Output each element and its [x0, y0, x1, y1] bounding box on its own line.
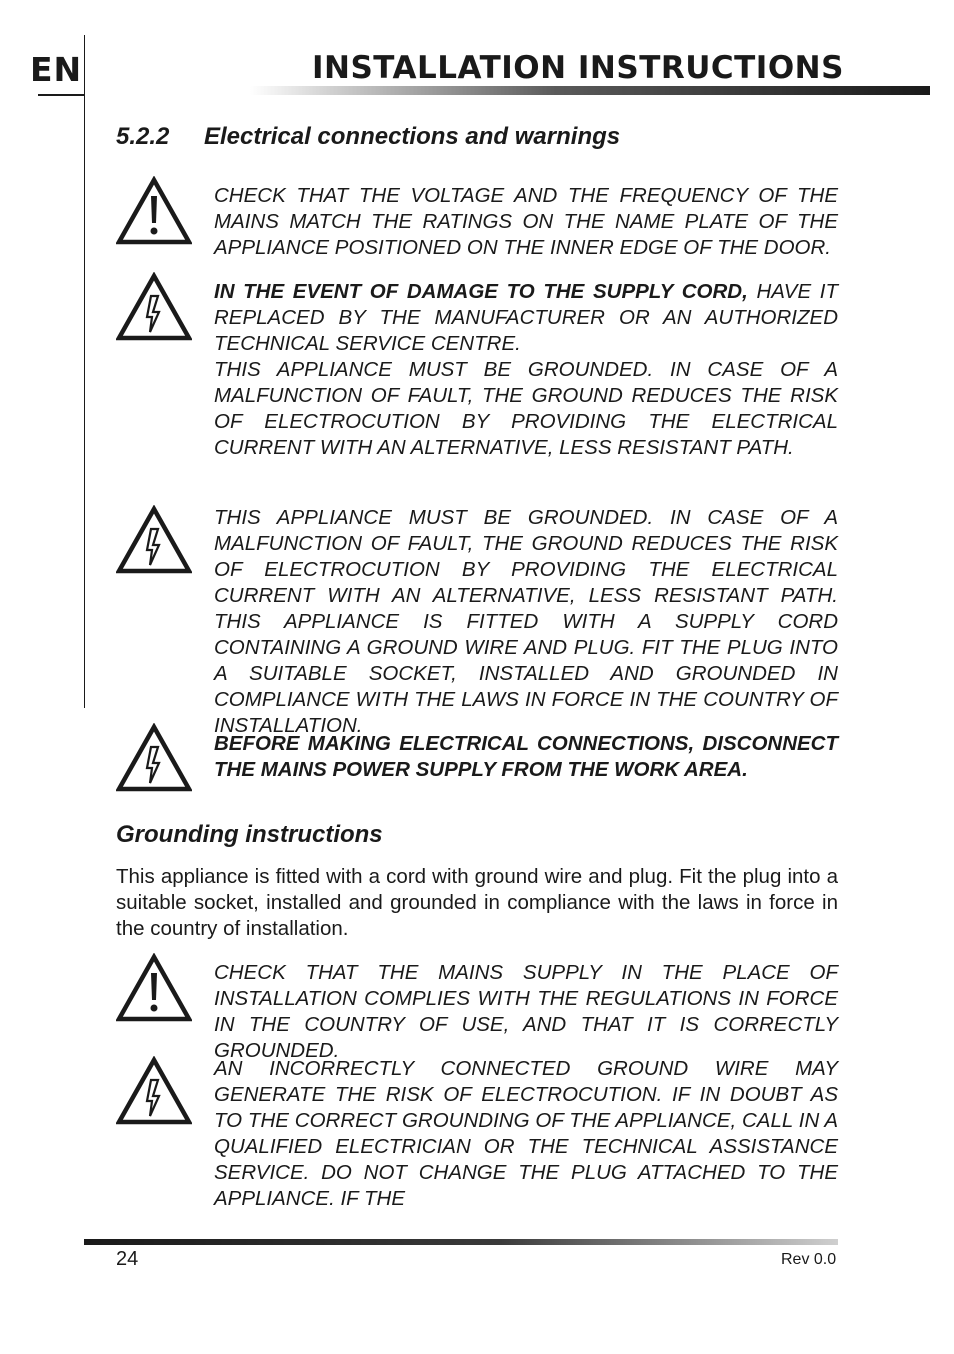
lang-underline	[38, 94, 84, 96]
electric-shock-warning-icon	[116, 723, 192, 793]
title-gradient-bar	[250, 86, 930, 95]
exclamation-warning-icon	[116, 953, 192, 1023]
electric-shock-warning-icon	[116, 272, 192, 342]
grounding-heading: Grounding instructions	[116, 821, 383, 848]
warning-voltage-body: CHECK THAT THE VOLTAGE AND THE FREQUENCY OF THE MAINS MATCH THE RATINGS ON THE NAME PLATE OF THE APPLIANCE POSITIONED ON THE INNER EDGE OF THE DOOR.	[214, 184, 838, 259]
left-margin-rule	[84, 35, 85, 708]
electric-shock-warning-icon	[116, 1056, 192, 1126]
section-heading	[116, 123, 620, 151]
section-title: Electrical connections and warnings	[204, 123, 621, 150]
language-code: EN	[30, 50, 83, 89]
exclamation-warning-icon	[116, 176, 192, 246]
warning-disconnect-para	[214, 731, 838, 783]
warning-text-disconnect	[214, 731, 838, 783]
warning-text-mains-supply	[214, 960, 838, 1064]
section-number: 5.2.2	[116, 123, 170, 150]
warning-text-ground-plug	[214, 505, 838, 739]
electric-shock-warning-icon	[116, 505, 192, 575]
page-number: 24	[116, 1248, 139, 1270]
warning-supply-cord-body: HAVE IT REPLACED BY THE MANUFACTURER OR AN AUTHORIZED TECHNICAL SERVICE CENTRE.	[214, 280, 838, 355]
warning-disconnect-bold: BEFORE MAKING ELECTRICAL CONNECTIONS, DISCONNECT THE MAINS POWER SUPPLY FROM THE WORK AREA.	[214, 732, 838, 781]
warning-ground-wire-body: AN INCORRECTLY CONNECTED GROUND WIRE MAY GENERATE THE RISK OF ELECTROCUTION. IF IN DOUBT AS TO THE CORRECT GROUNDING OF THE APPLIANCE, CALL IN A QUALIFIED ELECTRICIAN OR THE TECHNICAL ASSISTANCE SERVICE. DO NOT CHANGE THE PLUG ATTACHED TO THE APPLIANCE. IF THE	[214, 1057, 838, 1210]
page-title: INSTALLATION INSTRUCTIONS	[312, 50, 844, 86]
footer-gradient-bar	[84, 1239, 838, 1245]
warning-ground-plug-body: THIS APPLIANCE MUST BE GROUNDED. IN CASE OF A MALFUNCTION OF FAULT, THE GROUND REDUCES THE RISK OF ELECTROCUTION BY PROVIDING THE ELECTRICAL CURRENT WITH AN ALTERNATIVE, LESS RESISTANT PATH. THIS APPLIANCE IS FITTED WITH A SUPPLY CORD CONTAINING A GROUND WIRE AND PLUG. FIT THE PLUG INTO A SUITABLE SOCKET, INSTALLED AND GROUNDED IN COMPLIANCE WITH THE LAWS IN FORCE IN THE COUNTRY OF INSTALLATION.	[214, 506, 838, 737]
warning-supply-cord-para	[214, 279, 838, 357]
warning-grounded-body: THIS APPLIANCE MUST BE GROUNDED. IN CASE OF A MALFUNCTION OF FAULT, THE GROUND REDUCES THE RISK OF ELECTROCUTION BY PROVIDING THE ELECTRICAL CURRENT WITH AN ALTERNATIVE, LESS RESISTANT PATH.	[214, 358, 838, 459]
warning-text-voltage	[214, 183, 838, 261]
revision-label: Rev 0.0	[781, 1251, 837, 1268]
warning-supply-cord-bold: IN THE EVENT OF DAMAGE TO THE SUPPLY CORD,	[214, 280, 748, 303]
warning-text-supply-cord	[214, 279, 838, 461]
warning-mains-supply-body: CHECK THAT THE MAINS SUPPLY IN THE PLACE OF INSTALLATION COMPLIES WITH THE REGULATIONS IN FORCE IN THE COUNTRY OF USE, AND THAT IT IS CORRECTLY GROUNDED.	[214, 961, 838, 1062]
warning-text-ground-wire	[214, 1056, 838, 1212]
grounding-body: This appliance is fitted with a cord with ground wire and plug. Fit the plug into a suitable socket, installed and grounded in compliance with the laws in force in the country of installation.	[116, 865, 838, 940]
